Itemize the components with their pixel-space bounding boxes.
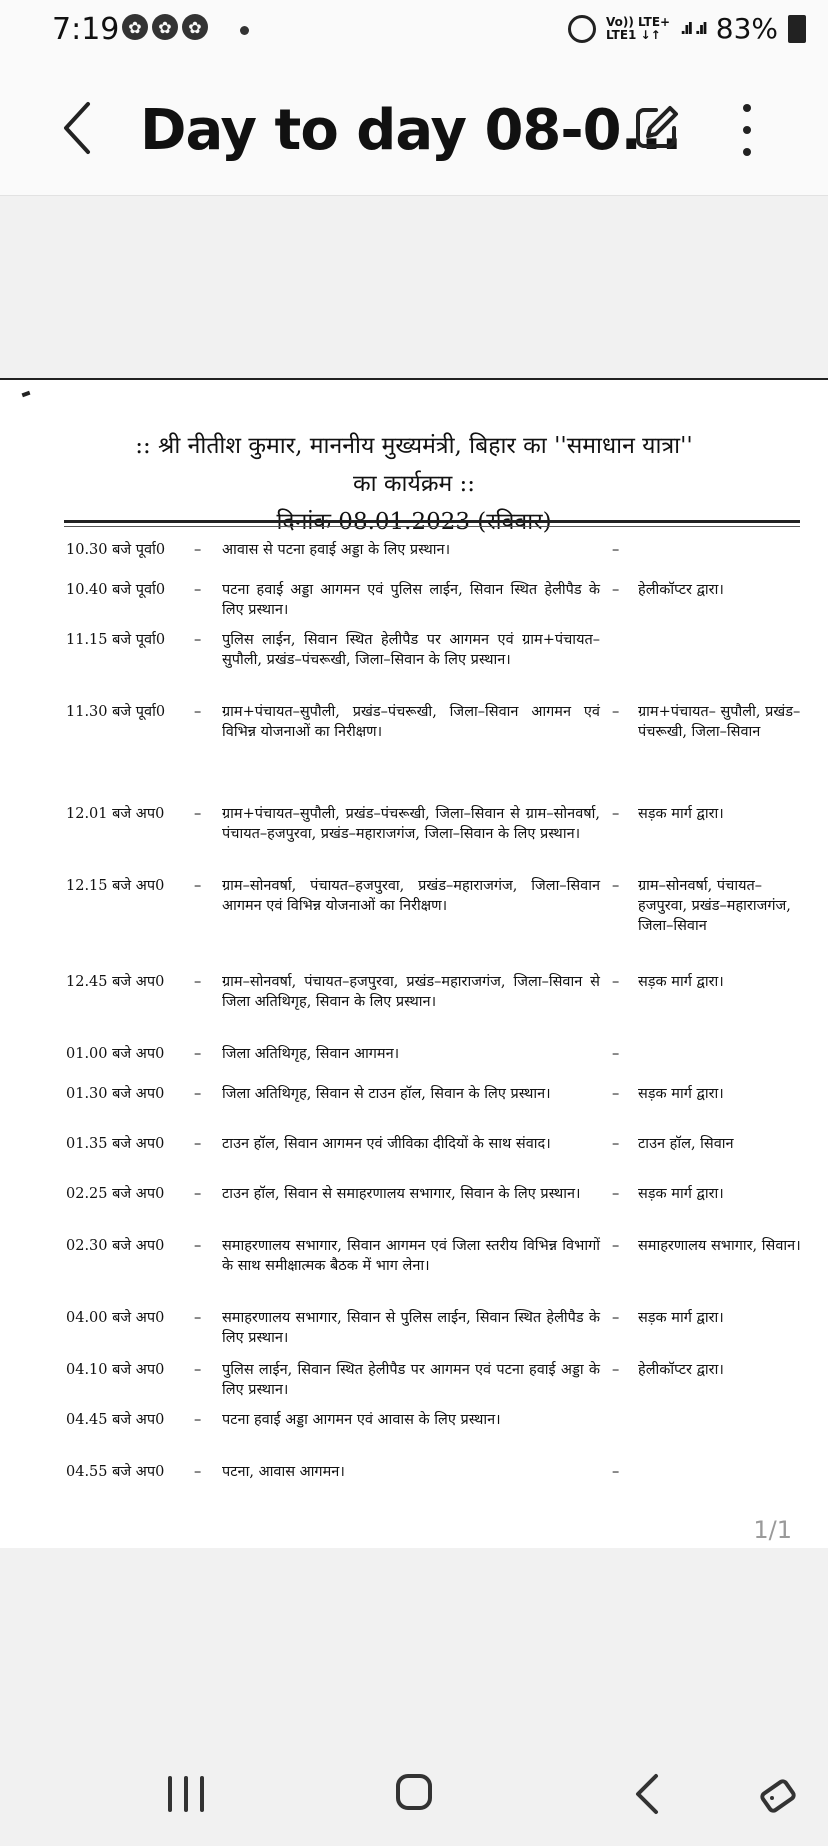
heading-rule [64, 526, 800, 527]
row-desc: पुलिस लाईन, सिवान स्थित हेलीपैड पर आगमन एवं ग्राम+पंचायत–सुपौली, प्रखंड–पंचरूखी, जिला–सिवान के लिए प्रस्थान। [222, 632, 600, 668]
row-dash: – [194, 806, 202, 822]
row-time: 12.15 बजे अप0 [66, 878, 165, 894]
row-dash: – [612, 542, 620, 558]
row-time: 02.30 बजे अप0 [66, 1238, 165, 1254]
notification-icons [122, 14, 208, 40]
row-dash: – [194, 878, 202, 894]
row-time: 12.45 बजे अप0 [66, 974, 165, 990]
navigation-bar [0, 1740, 828, 1846]
page-indicator: 1/1 [753, 1516, 792, 1544]
row-dash: – [194, 704, 202, 720]
row-desc: टाउन हॉल, सिवान से समाहरणालय सभागार, सिवान के लिए प्रस्थान। [222, 1186, 581, 1202]
scan-mark [22, 391, 31, 397]
row-dash: – [612, 1362, 620, 1378]
row-dash: – [612, 1086, 620, 1102]
status-bar [0, 0, 828, 60]
app-bar [0, 60, 828, 196]
row-desc: समाहरणालय सभागार, सिवान से पुलिस लाईन, सिवान स्थित हेलीपैड के लिए प्रस्थान। [222, 1310, 600, 1346]
row-mode: ग्राम+पंचायत– सुपौली, प्रखंड–पंचरूखी, जिला–सिवान [638, 704, 801, 740]
row-dash: – [612, 1136, 620, 1152]
row-dash: – [194, 1310, 202, 1326]
row-dash: – [612, 1310, 620, 1326]
row-dash: – [194, 582, 202, 598]
row-time: 04.55 बजे अप0 [66, 1464, 165, 1480]
network-bottom: LTE1 ↓↑ [605, 27, 661, 42]
row-desc: ग्राम–सोनवर्षा, पंचायत–हजपुरवा, प्रखंड–महाराजगंज, जिला–सिवान आगमन एवं विभिन्न योजनाओं का निरीक्षण। [222, 878, 600, 914]
status-time: 7:19 [52, 12, 120, 47]
row-mode: सड़क मार्ग द्वारा। [638, 974, 724, 990]
rotate-screen-icon[interactable] [754, 1772, 802, 1820]
row-dash: – [194, 1086, 202, 1102]
nav-back-icon[interactable] [632, 1772, 662, 1816]
document-page [0, 378, 828, 1548]
row-mode: टाउन हॉल, सिवान [638, 1136, 734, 1152]
home-icon[interactable] [396, 1774, 432, 1810]
heading-rule [64, 520, 800, 523]
row-mode: समाहरणालय सभागार, सिवान। [638, 1238, 801, 1254]
battery-percent: 83% [715, 12, 778, 45]
row-dash: – [612, 1238, 620, 1254]
row-time: 11.15 बजे पूर्वा0 [66, 632, 166, 648]
row-desc: पटना हवाई अड्डा आगमन एवं आवास के लिए प्रस्थान। [222, 1412, 501, 1428]
row-dash: – [612, 878, 620, 894]
row-time: 04.10 बजे अप0 [66, 1362, 165, 1378]
edit-icon[interactable] [632, 104, 680, 152]
row-dash: – [194, 1186, 202, 1202]
row-desc: पटना, आवास आगमन। [222, 1464, 345, 1480]
network-indicator [606, 16, 670, 42]
row-dash: – [612, 1464, 620, 1480]
row-desc: जिला अतिथिगृह, सिवान आगमन। [222, 1046, 400, 1062]
row-mode: हेलीकॉप्टर द्वारा। [638, 582, 724, 598]
alarm-icon [568, 15, 596, 43]
row-desc: समाहरणालय सभागार, सिवान आगमन एवं जिला स्तरीय विभिन्न विभागों के साथ समीक्षात्मक बैठक में भाग लेना। [222, 1238, 600, 1274]
row-dash: – [612, 1186, 620, 1202]
more-notifications-dot-icon [240, 26, 249, 35]
row-time: 01.35 बजे अप0 [66, 1136, 165, 1152]
notification-icon: ✿ [182, 14, 208, 40]
more-vert-icon[interactable] [732, 104, 762, 156]
recent-apps-icon[interactable] [168, 1776, 204, 1812]
row-mode: हेलीकॉप्टर द्वारा। [638, 1362, 724, 1378]
row-desc: ग्राम+पंचायत–सुपौली, प्रखंड–पंचरूखी, जिला–सिवान आगमन एवं विभिन्न योजनाओं का निरीक्षण। [222, 704, 600, 740]
row-mode: सड़क मार्ग द्वारा। [638, 806, 724, 822]
heading-line-1: :: श्री नीतीश कुमार, माननीय मुख्यमंत्री, बिहार का ''समाधान यात्रा'' [135, 433, 693, 459]
row-time: 02.25 बजे अप0 [66, 1186, 165, 1202]
row-dash: – [612, 974, 620, 990]
row-dash: – [194, 1238, 202, 1254]
notification-icon: ✿ [152, 14, 178, 40]
row-dash: – [612, 806, 620, 822]
row-time: 11.30 बजे पूर्वा0 [66, 704, 166, 720]
row-desc: आवास से पटना हवाई अड्डा के लिए प्रस्थान। [222, 542, 451, 558]
row-desc: पुलिस लाईन, सिवान स्थित हेलीपैड पर आगमन एवं पटना हवाई अड्डा के लिए प्रस्थान। [222, 1362, 600, 1398]
heading-line-2: का कार्यक्रम :: [352, 471, 476, 497]
row-mode: ग्राम–सोनवर्षा, पंचायत–हजपुरवा, प्रखंड–महाराजगंज, जिला–सिवान [638, 878, 791, 934]
row-dash: – [194, 1464, 202, 1480]
row-dash: – [194, 1412, 202, 1428]
row-mode: सड़क मार्ग द्वारा। [638, 1086, 724, 1102]
row-dash: – [612, 1046, 620, 1062]
row-desc: पटना हवाई अड्डा आगमन एवं पुलिस लाईन, सिवान स्थित हेलीपैड के लिए प्रस्थान। [222, 582, 600, 618]
row-dash: – [194, 1136, 202, 1152]
notification-icon: ✿ [122, 14, 148, 40]
row-time: 04.45 बजे अप0 [66, 1412, 165, 1428]
signal-icon: .ıl .ıl [680, 19, 706, 38]
row-dash: – [194, 974, 202, 990]
row-dash: – [612, 704, 620, 720]
row-dash: – [194, 542, 202, 558]
row-desc: ग्राम–सोनवर्षा, पंचायत–हजपुरवा, प्रखंड–महाराजगंज, जिला–सिवान से जिला अतिथिगृह, सिवान के लिए प्रस्थान। [222, 974, 600, 1010]
row-time: 10.30 बजे पूर्वा0 [66, 542, 166, 558]
row-time: 04.00 बजे अप0 [66, 1310, 165, 1326]
row-desc: टाउन हॉल, सिवान आगमन एवं जीविका दीदियों के साथ संवाद। [222, 1136, 551, 1152]
row-time: 12.01 बजे अप0 [66, 806, 165, 822]
row-desc: जिला अतिथिगृह, सिवान से टाउन हॉल, सिवान के लिए प्रस्थान। [222, 1086, 551, 1102]
back-arrow-icon[interactable] [58, 100, 98, 156]
battery-icon [788, 15, 806, 43]
network-top: Vo)) LTE+ [605, 14, 671, 29]
row-mode: सड़क मार्ग द्वारा। [638, 1186, 724, 1202]
row-time: 10.40 बजे पूर्वा0 [66, 582, 166, 598]
status-right [568, 12, 806, 45]
document-title: Day to day 08-0... [140, 98, 682, 163]
row-dash: – [194, 1046, 202, 1062]
row-mode: सड़क मार्ग द्वारा। [638, 1310, 724, 1326]
row-dash: – [194, 632, 202, 648]
row-desc: ग्राम+पंचायत–सुपौली, प्रखंड–पंचरूखी, जिला–सिवान से ग्राम–सोनवर्षा, पंचायत–हजपुरवा, प्रखंड–महाराजगंज, जिला–सिवान के लिए प्रस्थान। [222, 806, 600, 842]
row-time: 01.00 बजे अप0 [66, 1046, 165, 1062]
row-dash: – [612, 582, 620, 598]
row-time: 01.30 बजे अप0 [66, 1086, 165, 1102]
row-dash: – [194, 1362, 202, 1378]
